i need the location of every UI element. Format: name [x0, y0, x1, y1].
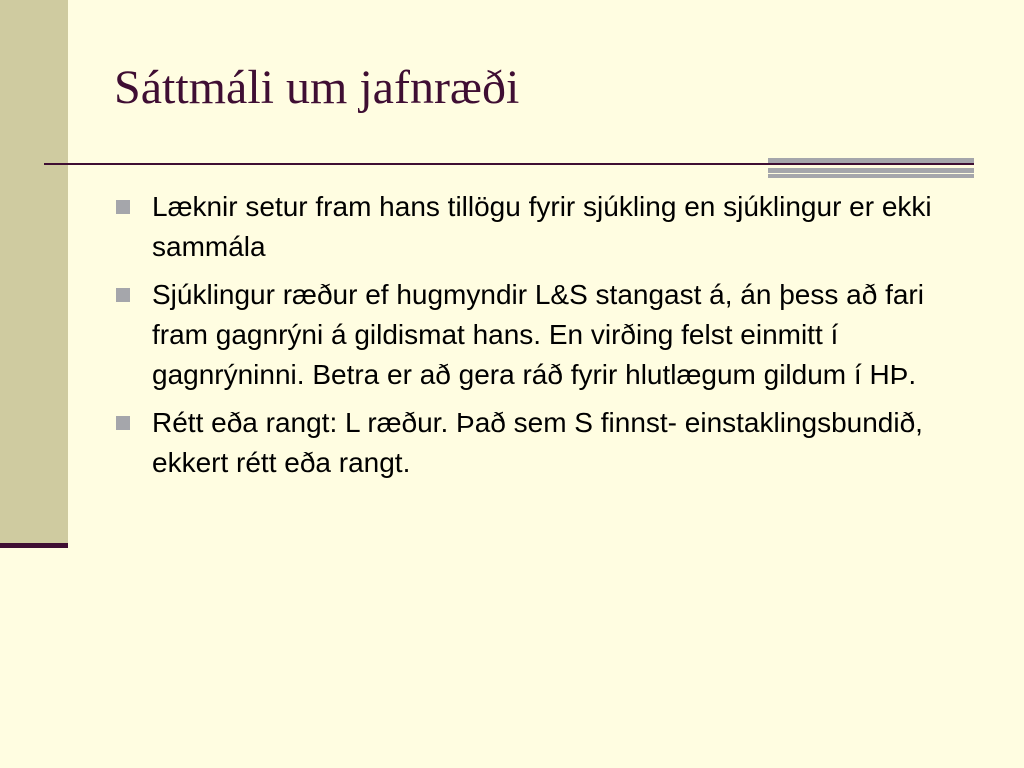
side-band-underline — [0, 543, 68, 548]
square-bullet-icon — [116, 288, 130, 302]
bullet-item — [116, 275, 936, 395]
bullet-item — [116, 187, 936, 267]
bullet-text: Sjúklingur ræður ef hugmyndir L&S stangast á, án þess að fari fram gagnrýni á gildismat hans. En virðing felst einmitt í gagnrýninni. Betra er að gera ráð fyrir hlutlægum gildum í HÞ. — [152, 279, 924, 390]
title-divider-accent — [768, 158, 974, 163]
slide-title: Sáttmáli um jafnræði — [114, 61, 520, 114]
side-band — [0, 0, 68, 545]
title-divider-accent — [768, 168, 974, 173]
square-bullet-icon — [116, 416, 130, 430]
bullet-text: Rétt eða rangt: L ræður. Það sem S finnst- einstaklingsbundið, ekkert rétt eða rangt. — [152, 407, 923, 478]
square-bullet-icon — [116, 200, 130, 214]
title-divider — [44, 163, 974, 165]
bullet-text: Læknir setur fram hans tillögu fyrir sjúkling en sjúklingur er ekki sammála — [152, 191, 932, 262]
title-divider-accent — [768, 174, 974, 178]
bullet-item — [116, 403, 936, 483]
bullet-list — [116, 187, 936, 491]
